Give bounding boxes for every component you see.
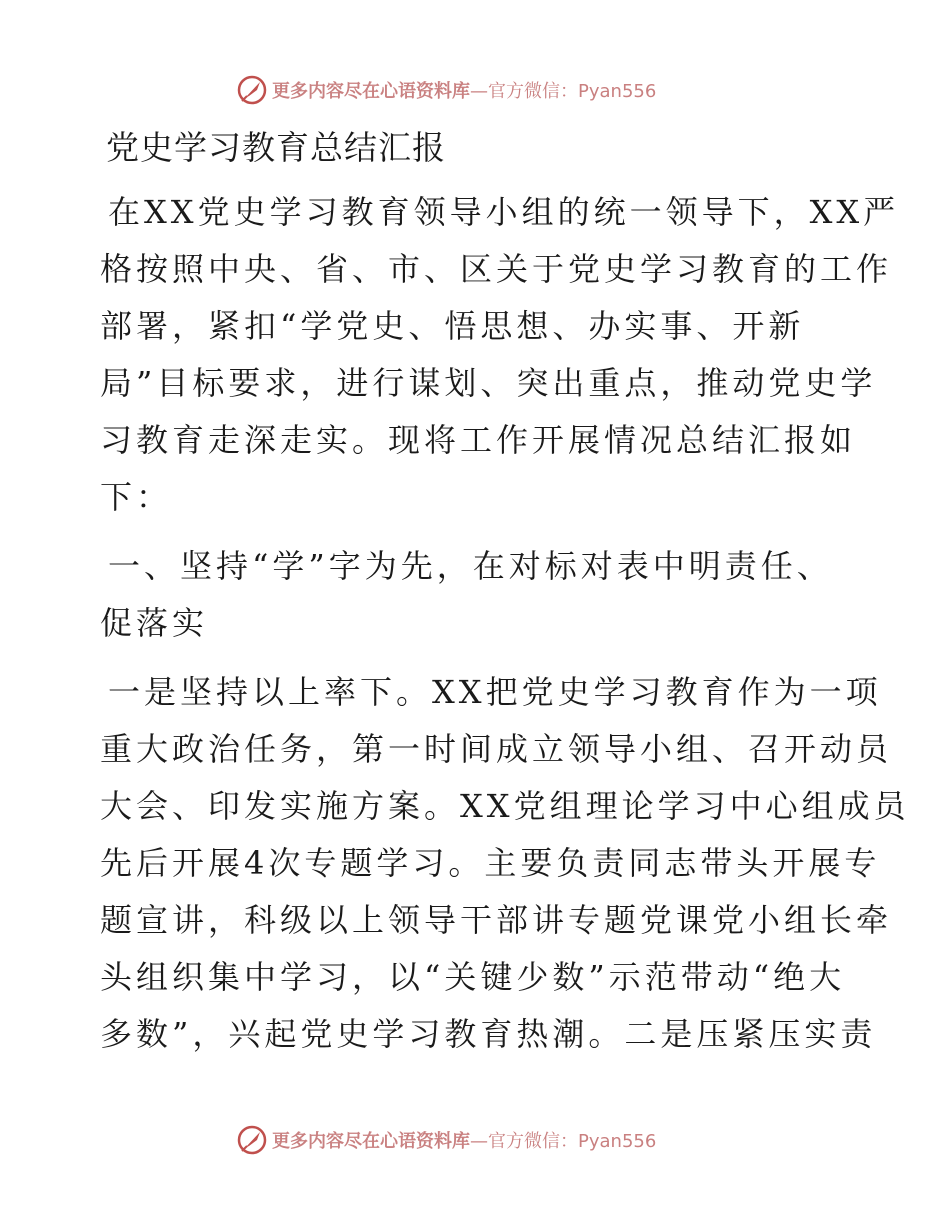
paragraph-line: 部署，紧扣“学党史、悟思想、办实事、开新	[100, 307, 805, 345]
banner-contact-text: —官方微信：Pyan556	[470, 1131, 657, 1152]
paragraph-line: 习教育走深走实。现将工作开展情况总结汇报如	[100, 421, 857, 459]
paragraph-line: 下：	[100, 478, 173, 516]
header-banner	[236, 73, 656, 107]
body-paragraph	[100, 664, 910, 1063]
heading-line: 促落实	[100, 604, 209, 642]
paragraph-line: 格按照中央、省、市、区关于党史学习教育的工作	[100, 250, 893, 288]
footer-banner	[236, 1123, 656, 1157]
paragraph-line: 一是坚持以上率下。XX把党史学习教育作为一项	[108, 673, 882, 711]
banner-brand-text: 更多内容尽在心语资料库	[272, 81, 470, 102]
quill-pen-logo-icon	[236, 1124, 268, 1156]
paragraph-line: 题宣讲，科级以上领导干部讲专题党课党小组长牵	[100, 901, 893, 939]
heading-line: 一、坚持“学”字为先，在对标对表中明责任、	[108, 547, 833, 585]
banner-brand-text: 更多内容尽在心语资料库	[272, 1131, 470, 1152]
banner-contact-text: —官方微信：Pyan556	[470, 81, 657, 102]
quill-pen-logo-icon	[236, 74, 268, 106]
document-page	[100, 118, 910, 1063]
paragraph-line: 局”目标要求，进行谋划、突出重点，推动党史学	[100, 364, 877, 402]
paragraph-line: 先后开展4次专题学习。主要负责同志带头开展专	[100, 844, 881, 882]
document-title: 党史学习教育总结汇报	[106, 128, 446, 167]
paragraph-line: 多数”，兴起党史学习教育热潮。二是压紧压实责	[100, 1015, 877, 1053]
paragraph-line: 头组织集中学习，以“关键少数”示范带动“绝大	[100, 958, 846, 996]
paragraph-line: 大会、印发实施方案。XX党组理论学习中心组成员	[100, 787, 910, 825]
section-heading	[100, 538, 860, 652]
paragraph-line: 重大政治任务，第一时间成立领导小组、召开动员	[100, 730, 893, 768]
intro-paragraph	[100, 184, 900, 526]
paragraph-line: 在XX党史学习教育领导小组的统一领导下，XX严	[108, 193, 900, 231]
